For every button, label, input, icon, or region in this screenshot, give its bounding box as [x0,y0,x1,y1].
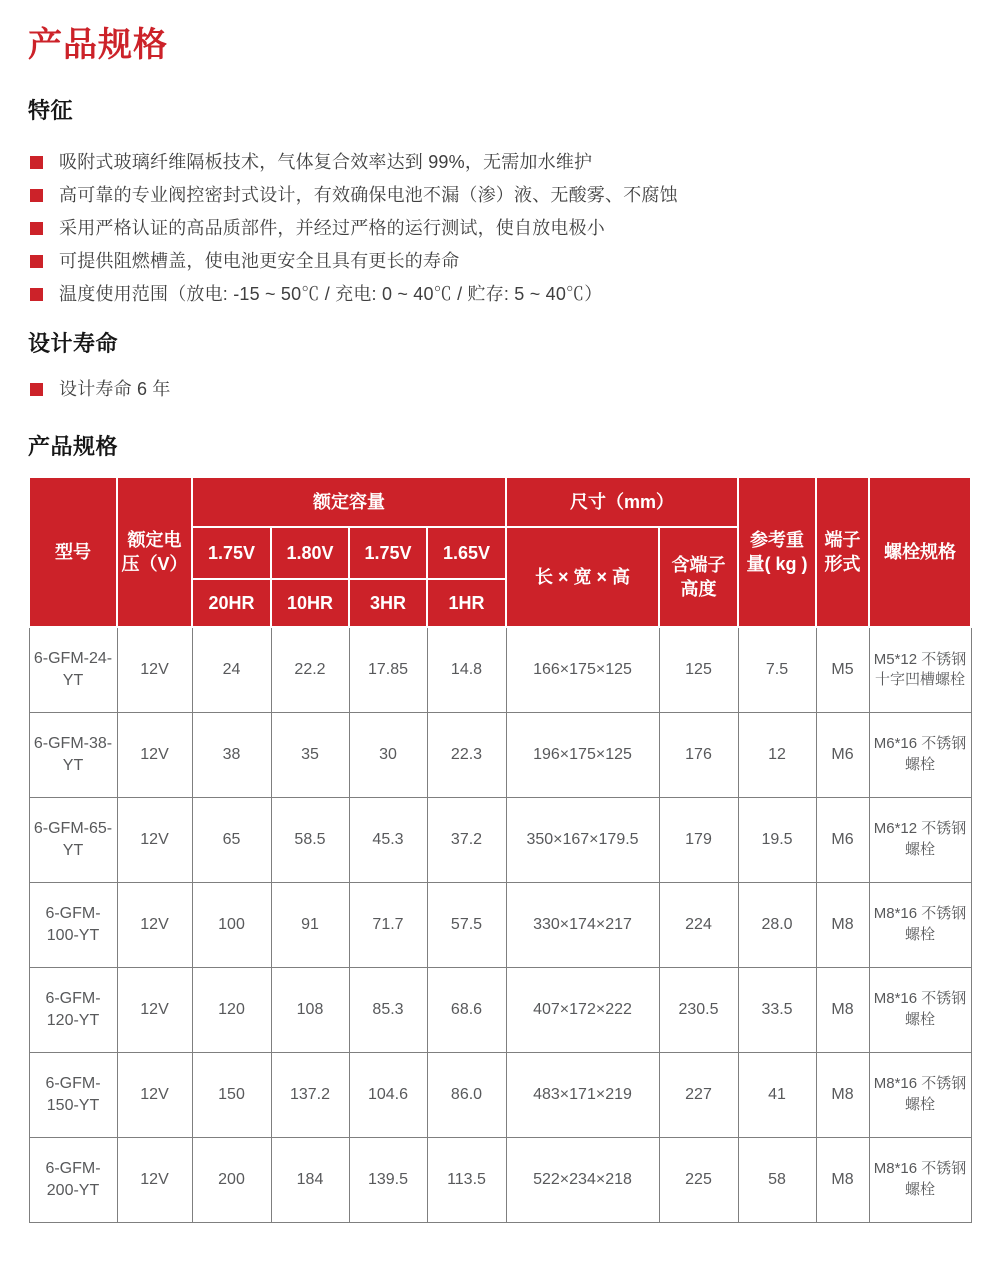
col-header-dimensions-group: 尺寸（mm） [506,477,738,527]
capacity-cell: 37.2 [427,797,506,882]
weight-cell: 28.0 [738,882,816,967]
dimensions-cell: 330×174×217 [506,882,659,967]
col-header-capacity-voltage: 1.75V [349,527,427,579]
feature-item [28,212,970,245]
capacity-cell: 14.8 [427,627,506,712]
capacity-cell: 108 [271,967,349,1052]
bolt-spec-cell: M6*16 不锈钢螺栓 [869,712,971,797]
terminal-height-cell: 179 [659,797,738,882]
specs-heading: 产品规格 [28,434,119,459]
capacity-cell: 86.0 [427,1052,506,1137]
col-header-capacity-rate: 20HR [192,579,271,627]
col-header-lwh: 长 × 宽 × 高 [506,527,659,627]
feature-text: 温度使用范围（放电: -15 ~ 50℃ / 充电: 0 ~ 40℃ / 贮存: 5 ~ 40℃） [59,284,603,304]
capacity-cell: 200 [192,1137,271,1222]
capacity-cell: 113.5 [427,1137,506,1222]
col-header-capacity-voltage: 1.75V [192,527,271,579]
capacity-cell: 85.3 [349,967,427,1052]
model-cell: 6-GFM-24-YT [29,627,117,712]
terminal-type-cell: M5 [816,627,869,712]
feature-item [28,278,970,311]
feature-item [28,245,970,278]
dimensions-cell: 407×172×222 [506,967,659,1052]
terminal-height-cell: 176 [659,712,738,797]
table-row [29,1052,971,1137]
capacity-cell: 57.5 [427,882,506,967]
capacity-cell: 17.85 [349,627,427,712]
feature-item [28,146,970,179]
capacity-cell: 184 [271,1137,349,1222]
voltage-cell: 12V [117,627,192,712]
terminal-type-cell: M8 [816,882,869,967]
dimensions-cell: 166×175×125 [506,627,659,712]
capacity-cell: 68.6 [427,967,506,1052]
col-header-model: 型号 [29,477,117,627]
col-header-terminal-height: 含端子高度 [659,527,738,627]
feature-text: 吸附式玻璃纤维隔板技术，气体复合效率达到 99%，无需加水维护 [59,152,593,172]
voltage-cell: 12V [117,967,192,1052]
weight-cell: 7.5 [738,627,816,712]
capacity-cell: 91 [271,882,349,967]
voltage-cell: 12V [117,882,192,967]
weight-cell: 58 [738,1137,816,1222]
model-cell: 6-GFM-150-YT [29,1052,117,1137]
capacity-cell: 71.7 [349,882,427,967]
model-cell: 6-GFM-65-YT [29,797,117,882]
spec-table [28,476,972,1223]
capacity-cell: 65 [192,797,271,882]
capacity-cell: 58.5 [271,797,349,882]
bolt-spec-cell: M6*12 不锈钢螺栓 [869,797,971,882]
capacity-cell: 38 [192,712,271,797]
voltage-cell: 12V [117,712,192,797]
col-header-capacity-group: 额定容量 [192,477,506,527]
col-header-terminal-type: 端子形式 [816,477,869,627]
dimensions-cell: 483×171×219 [506,1052,659,1137]
bullet-square-icon [30,222,43,235]
terminal-height-cell: 125 [659,627,738,712]
col-header-bolt-spec: 螺栓规格 [869,477,971,627]
voltage-cell: 12V [117,1052,192,1137]
bolt-spec-cell: M8*16 不锈钢螺栓 [869,1052,971,1137]
capacity-cell: 150 [192,1052,271,1137]
bullet-square-icon [30,255,43,268]
feature-list [28,146,970,311]
model-cell: 6-GFM-200-YT [29,1137,117,1222]
col-header-voltage: 额定电压（V） [117,477,192,627]
table-row [29,712,971,797]
bolt-spec-cell: M8*16 不锈钢螺栓 [869,967,971,1052]
design-life-heading: 设计寿命 [28,331,119,356]
page-title: 产品规格 [28,26,168,64]
features-heading: 特征 [28,98,74,123]
terminal-height-cell: 225 [659,1137,738,1222]
col-header-capacity-rate: 10HR [271,579,349,627]
feature-text: 采用严格认证的高品质部件，并经过严格的运行测试，使自放电极小 [59,218,605,238]
table-row [29,797,971,882]
design-life-item [28,373,970,406]
dimensions-cell: 196×175×125 [506,712,659,797]
capacity-cell: 30 [349,712,427,797]
capacity-cell: 120 [192,967,271,1052]
dimensions-cell: 522×234×218 [506,1137,659,1222]
bullet-square-icon [30,189,43,202]
bullet-square-icon [30,383,43,396]
table-row [29,627,971,712]
design-life-list [28,373,970,406]
terminal-height-cell: 230.5 [659,967,738,1052]
bolt-spec-cell: M5*12 不锈钢十字凹槽螺栓 [869,627,971,712]
capacity-cell: 139.5 [349,1137,427,1222]
col-header-capacity-rate: 3HR [349,579,427,627]
terminal-type-cell: M8 [816,1052,869,1137]
design-life-text: 设计寿命 6 年 [59,379,171,399]
model-cell: 6-GFM-120-YT [29,967,117,1052]
capacity-cell: 22.3 [427,712,506,797]
col-header-capacity-rate: 1HR [427,579,506,627]
col-header-capacity-voltage: 1.65V [427,527,506,579]
terminal-type-cell: M8 [816,1137,869,1222]
feature-item [28,179,970,212]
voltage-cell: 12V [117,797,192,882]
capacity-cell: 100 [192,882,271,967]
weight-cell: 19.5 [738,797,816,882]
voltage-cell: 12V [117,1137,192,1222]
bolt-spec-cell: M8*16 不锈钢螺栓 [869,882,971,967]
dimensions-cell: 350×167×179.5 [506,797,659,882]
col-header-capacity-voltage: 1.80V [271,527,349,579]
capacity-cell: 24 [192,627,271,712]
capacity-cell: 104.6 [349,1052,427,1137]
bullet-square-icon [30,156,43,169]
model-cell: 6-GFM-100-YT [29,882,117,967]
terminal-type-cell: M6 [816,712,869,797]
terminal-type-cell: M8 [816,967,869,1052]
terminal-type-cell: M6 [816,797,869,882]
capacity-cell: 22.2 [271,627,349,712]
capacity-cell: 45.3 [349,797,427,882]
feature-text: 可提供阻燃槽盖，使电池更安全且具有更长的寿命 [59,251,460,271]
terminal-height-cell: 227 [659,1052,738,1137]
capacity-cell: 35 [271,712,349,797]
weight-cell: 41 [738,1052,816,1137]
weight-cell: 33.5 [738,967,816,1052]
bullet-square-icon [30,288,43,301]
table-row [29,1137,971,1222]
bolt-spec-cell: M8*16 不锈钢螺栓 [869,1137,971,1222]
feature-text: 高可靠的专业阀控密封式设计，有效确保电池不漏（渗）液、无酸雾、不腐蚀 [59,185,678,205]
table-row [29,967,971,1052]
weight-cell: 12 [738,712,816,797]
terminal-height-cell: 224 [659,882,738,967]
capacity-cell: 137.2 [271,1052,349,1137]
col-header-weight: 参考重量( kg ) [738,477,816,627]
table-row [29,882,971,967]
model-cell: 6-GFM-38-YT [29,712,117,797]
